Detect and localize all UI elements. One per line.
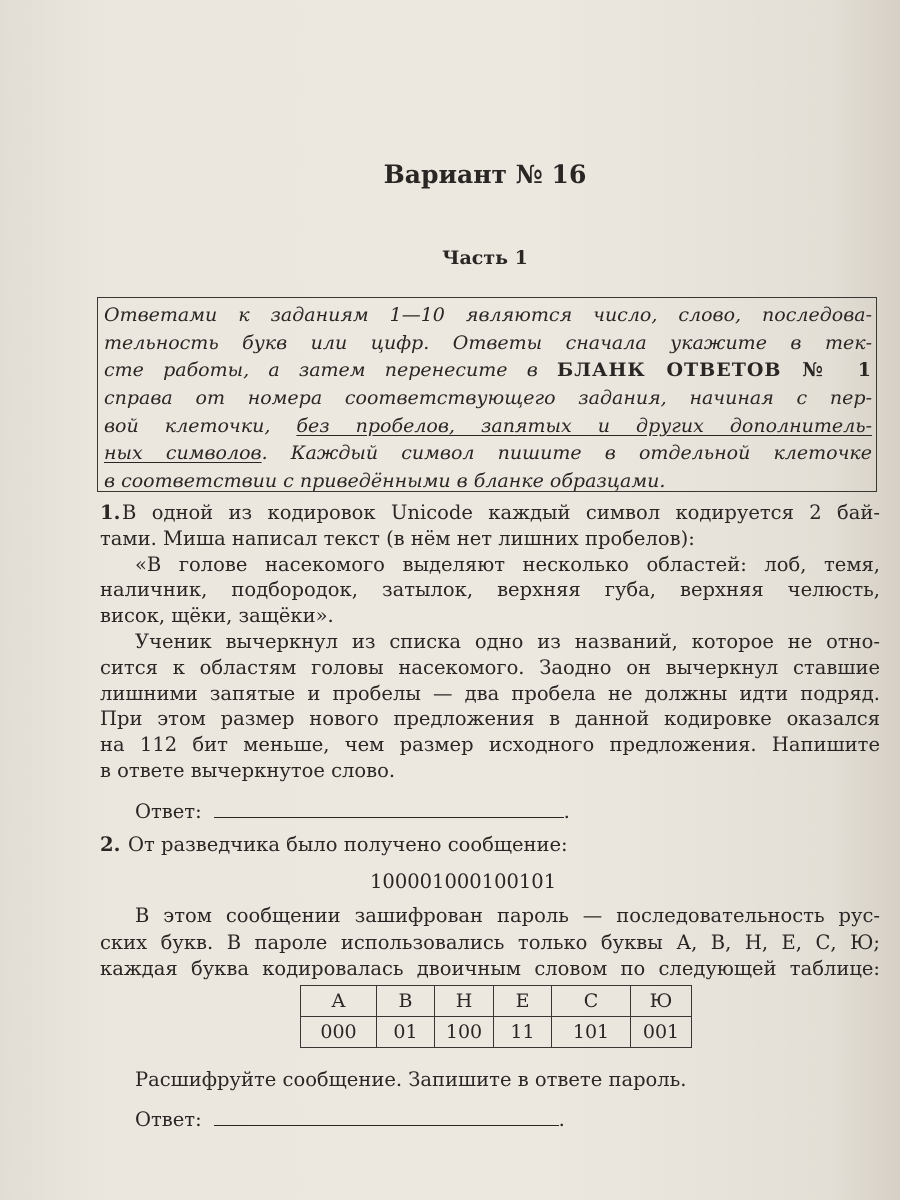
instruction-text: в соответствии с приведёнными в бланке образцами. bbox=[104, 470, 666, 492]
instruction-text: . Каждый символ пишите в отдельной клеточке bbox=[261, 442, 872, 464]
instruction-line bbox=[104, 302, 872, 328]
instruction-text: ных символов bbox=[104, 442, 262, 464]
instruction-text: вой клеточки, bbox=[104, 415, 297, 437]
code-table-letter-cell: Н bbox=[435, 986, 494, 1017]
code-table-code-cell: 001 bbox=[631, 1017, 692, 1048]
task1-line: «В голове насекомого выделяют несколько областей: лоб, темя, bbox=[135, 553, 880, 576]
instruction-line bbox=[104, 468, 872, 494]
task1-answer-period: . bbox=[563, 800, 570, 823]
task1-line: на 112 бит меньше, чем размер исходного предложения. Напишите bbox=[100, 733, 880, 756]
task2-line: каждая буква кодировалась двоичным словом по следующей таблице: bbox=[100, 957, 880, 980]
instruction-line bbox=[104, 413, 872, 439]
code-table-letter-cell: В bbox=[377, 986, 435, 1017]
task1-line: В одной из кодировок Unicode каждый символ кодируется 2 бай- bbox=[122, 501, 880, 524]
instruction-text: Ответами к заданиям 1—10 являются число, слово, последова- bbox=[104, 304, 872, 326]
instruction-text: без пробелов, запятых и других дополнитель- bbox=[296, 415, 872, 437]
task1-line: висок, щёки, защёки». bbox=[100, 604, 334, 627]
instruction-line bbox=[104, 330, 872, 356]
task1-line: При этом размер нового предложения в данной кодировке оказался bbox=[100, 707, 880, 730]
task2-line: Расшифруйте сообщение. Запишите в ответе пароль. bbox=[135, 1068, 687, 1091]
code-table bbox=[300, 985, 692, 1048]
encoded-message: 100001000100101 bbox=[370, 870, 557, 893]
task2-answer-label: Ответ: bbox=[135, 1108, 202, 1131]
task1-line: наличник, подбородок, затылок, верхняя губа, верхняя челюсть, bbox=[100, 578, 880, 601]
task1-number: 1. bbox=[100, 501, 121, 524]
instruction-line bbox=[104, 357, 872, 383]
code-table-letters-row bbox=[301, 986, 692, 1017]
task1-answer-row bbox=[135, 799, 570, 825]
instruction-line bbox=[104, 385, 872, 411]
code-table-letter-cell: А bbox=[301, 986, 377, 1017]
code-table-letter-cell: Е bbox=[494, 986, 552, 1017]
task2-line: В этом сообщении зашифрован пароль — последовательность рус- bbox=[135, 904, 880, 927]
task1-line: тами. Миша написал текст (в нём нет лишних пробелов): bbox=[100, 527, 695, 550]
code-table-letter-cell: Ю bbox=[631, 986, 692, 1017]
part-heading: Часть 1 bbox=[442, 247, 528, 269]
code-table-code-cell: 000 bbox=[301, 1017, 377, 1048]
instruction-line bbox=[104, 440, 872, 466]
instruction-text: справа от номера соответствующего задания, начиная с пер- bbox=[104, 387, 872, 409]
code-table-letter-cell: С bbox=[552, 986, 631, 1017]
task1-line: Ученик вычеркнул из списка одно из названий, которое не отно- bbox=[135, 630, 880, 653]
task1-line: лишними запятые и пробелы — два пробела не должны идти подряд. bbox=[100, 682, 880, 705]
task1-line: в ответе вычеркнутое слово. bbox=[100, 759, 396, 782]
instruction-text: тельность букв или цифр. Ответы сначала укажите в тек- bbox=[104, 332, 872, 354]
task1-answer-label: Ответ: bbox=[135, 800, 202, 823]
task1-line: сится к областям головы насекомого. Заодно он вычеркнул ставшие bbox=[100, 656, 880, 679]
code-table-code-cell: 100 bbox=[435, 1017, 494, 1048]
variant-title: Вариант № 16 bbox=[383, 160, 587, 189]
task2-answer-row bbox=[135, 1107, 565, 1133]
code-table-code-cell: 11 bbox=[494, 1017, 552, 1048]
code-table-code-cell: 01 bbox=[377, 1017, 435, 1048]
task2-answer-field[interactable] bbox=[214, 1107, 559, 1126]
task2-line: От разведчика было получено сообщение: bbox=[128, 833, 568, 856]
task2-line: ских букв. В пароле использовались только буквы А, В, Н, Е, С, Ю; bbox=[100, 931, 880, 954]
code-table-code-cell: 101 bbox=[552, 1017, 631, 1048]
instruction-text: БЛАНК ОТВЕТОВ № 1 bbox=[556, 359, 872, 381]
task2-answer-period: . bbox=[558, 1108, 565, 1131]
code-table-codes-row bbox=[301, 1017, 692, 1048]
instruction-text: сте работы, а затем перенесите в bbox=[104, 359, 557, 381]
task2-number: 2. bbox=[100, 833, 121, 856]
task1-answer-field[interactable] bbox=[214, 799, 564, 818]
